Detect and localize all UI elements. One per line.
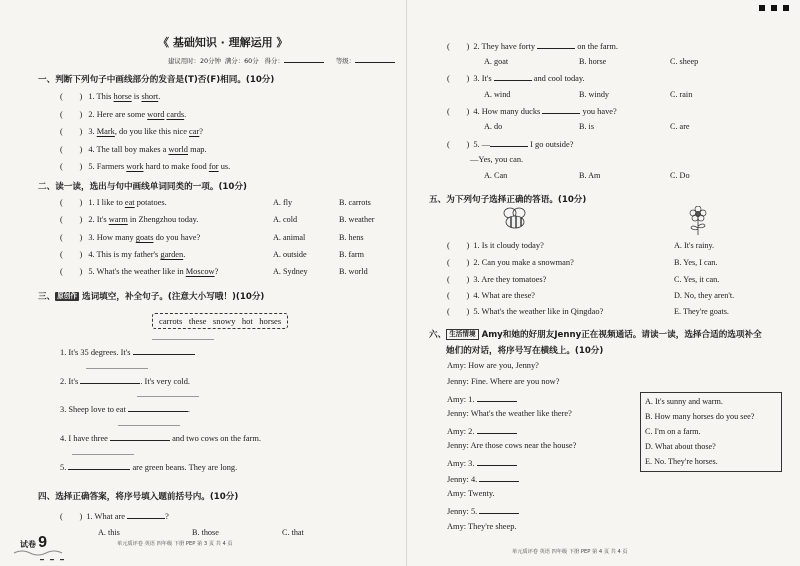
dialog-text: Amy: 3.: [447, 459, 477, 468]
answer-paren[interactable]: ( ): [60, 512, 83, 521]
text: are green beans. They are long.: [130, 463, 238, 472]
sentence: [88, 92, 160, 101]
dialog-line: [447, 409, 572, 418]
section-6-title-line2: 她们的对话，将序号写在横线上。(10分): [446, 346, 604, 356]
match-question: [447, 258, 574, 267]
text: 2. It's: [88, 215, 109, 224]
text: ?: [199, 127, 203, 136]
underlined-word: garden: [160, 250, 184, 259]
text: I go outside?: [528, 140, 574, 149]
bee-icon: [500, 206, 530, 232]
answer-paren[interactable]: ( ): [447, 275, 470, 284]
dialog-blank[interactable]: [477, 457, 517, 466]
mc-question: [60, 510, 169, 521]
dialog-blank[interactable]: [477, 393, 517, 402]
footer-right-text: 单元质评卷 英语 四年级 下册 PEP 第 4 页 共 4 页: [512, 549, 628, 555]
mc-question: [447, 105, 617, 116]
dialog-line: [447, 457, 517, 468]
match-answer: B. Yes, I can.: [674, 258, 718, 267]
text: 1. I like to: [88, 198, 125, 207]
answer-paren[interactable]: ( ): [60, 162, 83, 171]
choice-item: [60, 233, 200, 242]
answer-paren[interactable]: ( ): [447, 42, 470, 51]
page-title: 《 基础知识 · 理解运用 》: [158, 36, 288, 49]
underlined-word: goats: [135, 233, 154, 242]
fill-item: [60, 403, 190, 414]
flower-illustration: [686, 206, 710, 238]
option-b: B. is: [579, 122, 595, 131]
dialog-line: [447, 377, 559, 386]
underlined-word: car: [189, 127, 200, 136]
option-a: A. cold: [273, 215, 298, 224]
option-b: B. those: [192, 528, 219, 537]
option-a: A. goat: [484, 57, 509, 66]
question-text: [86, 512, 169, 521]
dialog-text: Amy: Twenty.: [447, 489, 495, 498]
footer-paper-label: 试卷: [20, 540, 36, 549]
question-text: [473, 107, 616, 116]
dialog-line: [447, 393, 517, 404]
answer-paren[interactable]: ( ): [447, 258, 470, 267]
text: 5. —: [473, 140, 491, 149]
underlined-word: eat: [124, 198, 135, 207]
text: 2. Here are some: [88, 110, 148, 119]
meta-time: 建议用时：20分钟: [168, 57, 221, 65]
option-choice: E. No. They're horses.: [645, 457, 718, 466]
text: 2. It's: [60, 377, 81, 386]
meta-score: 得分：: [264, 57, 284, 65]
question-text: [473, 42, 618, 51]
choice-item: [60, 250, 185, 259]
text: 5.: [60, 463, 69, 472]
option-a: A. this: [98, 528, 120, 537]
dialog-text: Jenny: Are those cows near the house?: [447, 441, 577, 450]
question-text: 1. Is it cloudy today?: [473, 241, 544, 250]
text: in Zhengzhou today.: [127, 215, 199, 224]
text: .: [184, 110, 187, 119]
answer-paren[interactable]: ( ): [60, 110, 83, 119]
sentence: [88, 233, 200, 242]
dialog-text: Jenny: Fine. Where are you now?: [447, 377, 560, 386]
option-c: C. rain: [670, 90, 693, 99]
text: .: [158, 92, 161, 101]
match-question: [447, 307, 603, 316]
option-b: B. carrots: [339, 198, 371, 207]
answer-paren[interactable]: ( ): [447, 291, 470, 300]
option-a: A. Can: [484, 171, 508, 180]
option-choice: B. How many horses do you see?: [645, 412, 755, 421]
option-choice: C. I'm on a farm.: [645, 427, 701, 436]
underlined-word: work: [126, 162, 144, 171]
option-c: C. that: [282, 528, 304, 537]
text: .: [187, 405, 191, 414]
text: 4. I have three: [60, 434, 110, 443]
fill-blank[interactable]: [68, 461, 130, 470]
text: you have?: [580, 107, 617, 116]
answer-paren[interactable]: ( ): [60, 145, 83, 154]
text: 1. It's 35 degrees. It's: [60, 348, 133, 357]
option-a: A. do: [484, 122, 503, 131]
sentence: [88, 215, 198, 224]
sentence: [88, 162, 230, 171]
original-tag: 原创作: [57, 292, 77, 300]
text: 3. It's: [473, 74, 494, 83]
option-b: B. Am: [579, 171, 601, 180]
dialog-blank[interactable]: [477, 425, 517, 434]
mc-blank[interactable]: [127, 510, 165, 519]
guide-line: [86, 368, 148, 369]
question-text: 2. Can you make a snowman?: [473, 258, 574, 267]
choice-item: [60, 215, 198, 224]
dialog-text: Amy: They're sheep.: [447, 522, 517, 531]
corner-marks: [759, 4, 789, 13]
text: and two cows on the farm.: [170, 434, 261, 443]
dialog-blank[interactable]: [479, 505, 519, 514]
option-a: A. fly: [273, 198, 293, 207]
bee-illustration: [500, 206, 530, 234]
answer-paren[interactable]: ( ): [60, 250, 83, 259]
text: 1. This: [88, 92, 114, 101]
option-b: B. horse: [579, 57, 607, 66]
text: .: [183, 250, 186, 259]
option-a: A. animal: [273, 233, 306, 242]
match-question: [447, 275, 546, 284]
text: 1. What are: [86, 512, 128, 521]
dialog-text: Jenny: 5.: [447, 507, 480, 516]
underlined-word: Mark: [96, 127, 115, 136]
text: map.: [187, 145, 207, 154]
judge-item: [60, 127, 203, 136]
text: on the farm.: [575, 42, 618, 51]
underlined-word: world: [168, 145, 188, 154]
mc-blank[interactable]: [490, 138, 528, 147]
option-a: A. wind: [484, 90, 511, 99]
guide-line: [152, 339, 214, 340]
meta-grade: 等级：: [335, 57, 356, 65]
question-text: [473, 140, 573, 149]
dialog-blank[interactable]: [479, 473, 519, 482]
fill-blank[interactable]: [110, 432, 170, 441]
text: do you have?: [153, 233, 201, 242]
underlined-word: Moscow: [185, 267, 215, 276]
option-c: C. Do: [670, 171, 690, 180]
footer-wave: [12, 549, 72, 565]
underlined-word: short: [141, 92, 159, 101]
answer-paren[interactable]: ( ): [447, 107, 470, 116]
answer-paren[interactable]: ( ): [447, 74, 470, 83]
section-6-title-line1: Amy和她的好朋友Jenny正在视频通话。请读一读，选择合适的选项补全: [478, 330, 762, 340]
match-answer: D. No, they aren't.: [674, 291, 735, 300]
dialog-text: Jenny: What's the weather like there?: [447, 409, 572, 418]
meta-line: [168, 54, 395, 65]
match-question: [447, 291, 535, 300]
mc-question: [447, 138, 573, 149]
meta-full: 满分：60分: [224, 57, 259, 65]
choice-item: [60, 267, 218, 276]
underlined-word: horse: [113, 92, 132, 101]
footer-left-text: 单元质评卷 英语 四年级 下册 PEP 第 3 页 共 4 页: [117, 541, 233, 547]
fill-item: [60, 461, 237, 472]
option-choice: D. What about those?: [645, 442, 716, 451]
underlined-word: word: [147, 110, 165, 119]
section-3-heading: [38, 290, 264, 302]
text: 4. This is my father's: [88, 250, 161, 259]
dialog-text: Amy: How are you, Jenny?: [447, 361, 539, 370]
answer-paren[interactable]: ( ): [447, 241, 470, 250]
fill-item: [60, 432, 261, 443]
q5-reply: —Yes, you can.: [470, 155, 524, 164]
page-divider: [406, 0, 407, 566]
question-text: [473, 74, 584, 83]
section-2-heading: 二、读一读，选出与句中画线单词同类的一项。(10分): [38, 182, 247, 192]
text: , do you like this nice: [114, 127, 190, 136]
dialog-line: [447, 361, 539, 370]
mc-blank[interactable]: [494, 72, 532, 81]
fill-item: [60, 346, 195, 357]
option-b: B. windy: [579, 90, 610, 99]
question-text: 3. Are they tomatoes?: [473, 275, 547, 284]
answer-paren[interactable]: ( ): [60, 267, 83, 276]
judge-item: [60, 145, 207, 154]
match-answer: C. Yes, it can.: [674, 275, 720, 284]
text: and cool today.: [531, 74, 585, 83]
text: ?: [214, 267, 219, 276]
section-6-number: 六、: [429, 330, 447, 340]
underlined-word: cards: [166, 110, 185, 119]
option-b: B. hens: [339, 233, 364, 242]
mc-blank[interactable]: [542, 105, 580, 114]
judge-item: [60, 162, 230, 171]
underlined-word: warm: [108, 215, 128, 224]
text: ?: [165, 512, 169, 521]
dialog-line: [447, 473, 519, 484]
sentence: [88, 198, 166, 207]
text: . It's very cold.: [140, 377, 191, 386]
match-question: [447, 241, 544, 250]
match-answer: A. It's rainy.: [674, 241, 715, 250]
text: is: [131, 92, 142, 101]
answer-paren[interactable]: ( ): [60, 127, 83, 136]
judge-item: [60, 110, 186, 119]
sentence: [88, 267, 218, 276]
question-text: 5. What's the weather like in Qingdao?: [473, 307, 604, 316]
text: 2. They have forty: [473, 42, 538, 51]
option-choice: A. It's sunny and warm.: [645, 397, 723, 406]
dialog-line: [447, 505, 519, 516]
sentence: [88, 145, 206, 154]
text: 3. Sheep love to eat: [60, 405, 128, 414]
mc-question: [447, 72, 585, 83]
dialog-line: [447, 425, 517, 436]
dialog-line: [447, 489, 495, 498]
sentence: [88, 127, 203, 136]
sentence: [88, 110, 186, 119]
text: potatoes.: [134, 198, 167, 207]
footer-page-number: 9: [38, 534, 47, 551]
section-3-title: 选词填空，补全句子。(注意大小写哦！)(10分): [78, 292, 265, 302]
word-bank: carrots these snowy hot horses: [152, 313, 288, 329]
dialog-line: [447, 441, 576, 450]
section-6-heading: [429, 328, 762, 340]
flower-icon: [686, 206, 710, 236]
text: 3.: [88, 127, 97, 136]
fill-item: [60, 375, 190, 386]
match-answer: E. They're goats.: [674, 307, 729, 316]
option-a: A. Sydney: [273, 267, 308, 276]
text: 4. How many ducks: [473, 107, 543, 116]
mc-question: [447, 40, 618, 51]
answer-paren[interactable]: ( ): [60, 92, 83, 101]
text: 5. Farmers: [88, 162, 127, 171]
answer-paren[interactable]: ( ): [60, 215, 83, 224]
option-c: C. are: [670, 122, 690, 131]
option-b: B. farm: [339, 250, 365, 259]
option-a: A. outside: [273, 250, 307, 259]
answer-paren[interactable]: ( ): [60, 198, 83, 207]
footer-wave-icon: [12, 549, 72, 563]
question-text: 4. What are these?: [473, 291, 536, 300]
sentence: [88, 250, 185, 259]
life-tag: 生活情境: [446, 329, 478, 340]
section-5-heading: 五、为下列句子选择正确的答语。(10分): [429, 195, 587, 205]
section-4-heading: 四、选择正确答案，将序号填入题前括号内。(10分): [38, 492, 239, 502]
guide-line: [137, 396, 199, 397]
fill-blank[interactable]: [80, 375, 140, 384]
text: 5. What's the weather like in: [88, 267, 186, 276]
dialog-line: [447, 522, 517, 531]
option-b: B. weather: [339, 215, 375, 224]
guide-line: [118, 425, 180, 426]
text: 3. How many: [88, 233, 136, 242]
fill-blank[interactable]: [133, 346, 195, 355]
option-b: B. world: [339, 267, 368, 276]
text: 4. The tall boy makes a: [88, 145, 169, 154]
dialog-text: Amy: 1.: [447, 395, 477, 404]
choice-item: [60, 198, 167, 207]
text: hard to make food: [143, 162, 209, 171]
fill-blank[interactable]: [128, 403, 191, 414]
section-1-heading: 一、判断下列句子中画线部分的发音是(T)否(F)相同。(10分): [38, 75, 275, 85]
option-c: C. sheep: [670, 57, 699, 66]
section-3-number: 三、: [38, 292, 56, 302]
answer-paren[interactable]: ( ): [447, 140, 470, 149]
dialog-text: Jenny: 4.: [447, 475, 480, 484]
underlined-word: for: [208, 162, 219, 171]
answer-paren[interactable]: ( ): [60, 233, 83, 242]
answer-paren[interactable]: ( ): [447, 307, 470, 316]
guide-line: [72, 454, 134, 455]
text: us.: [218, 162, 231, 171]
judge-item: [60, 92, 160, 101]
mc-blank[interactable]: [537, 40, 575, 49]
options-box: [640, 392, 782, 472]
dialog-text: Amy: 2.: [447, 427, 477, 436]
